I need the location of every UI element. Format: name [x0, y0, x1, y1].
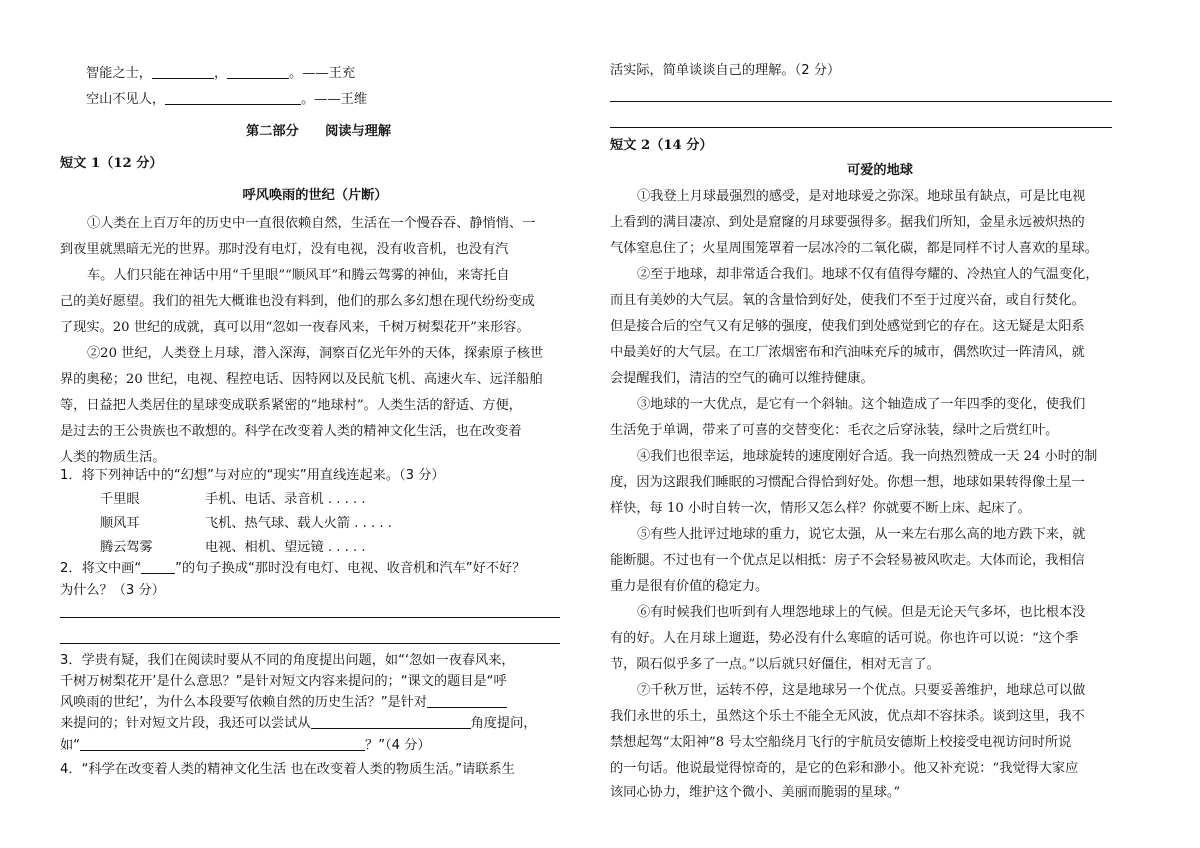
paragraph-line: 界的奥秘；20 世纪，电视、程控电话、因特网以及民航飞机、高速火车、远洋船舶 [60, 372, 543, 387]
answer-blank[interactable] [427, 695, 507, 708]
paragraph-line: 重力是很有价值的稳定力。 [610, 579, 769, 594]
question-text: 如“ [60, 738, 81, 753]
reality-item[interactable]: 电视、相机、望远镜 . . . . . [205, 540, 366, 555]
paragraph-line: 了现实。20 世纪的成就，真可以用“忽如一夜春风来，千树万树梨花开”来形容。 [60, 320, 530, 335]
paragraph-line: 是过去的王公贵族也不敢想的。科学在改变着人类的精神文化生活，也在改变着 [60, 424, 522, 439]
paragraph-line: 我们永世的乐土，虽然这个乐土不能全无风波，优点却不容抹杀。谈到这里，我不 [610, 709, 1085, 724]
myth-item[interactable]: 千里眼 [100, 492, 140, 507]
paragraph-line: ①人类在上百万年的历史中一直很依赖自然，生活在一个慢吞吞、静悄悄、一 [87, 216, 536, 231]
question-text: ？”（4 分） [365, 738, 431, 753]
paragraph-line: ⑥有时候我们也听到有人埋怨地球上的气候。但是无论天气多坏，也比根本没 [637, 605, 1086, 620]
paragraph-line: 而且有美妙的大气层。氧的含量恰到好处，使我们不至于过度兴奋，或自行焚化。 [610, 293, 1085, 308]
paragraph-line: 人类的物质生活。 [60, 450, 166, 465]
question-3-line [60, 715, 537, 733]
paragraph-line: 车。人们只能在神话中用“千里眼”“顺风耳”和腾云驾雾的神仙，来寄托自 [87, 268, 510, 283]
paragraph-line: 气体窒息住了；火星周围笼罩着一层冰冷的二氧化碳，都是同样不讨人喜欢的星球。 [610, 241, 1098, 256]
myth-item[interactable]: 顺风耳 [100, 516, 140, 531]
question-3-line: 千树万树梨花开’是什么意思？”是针对短文内容来提问的；“课文的题目是“呼 [60, 674, 507, 689]
myth-item[interactable]: 腾云驾雾 [100, 540, 153, 555]
reality-item[interactable]: 手机、电话、录音机 . . . . . [205, 492, 366, 507]
paragraph-line: 等，日益把人类居住的星球变成联系紧密的“地球村”。人类生活的舒适、方便， [60, 398, 522, 413]
question-text: 2．将文中画“ [60, 561, 142, 576]
poem-text: 。——王充 [289, 66, 356, 81]
passage-2-header: 短文 2（14 分） [610, 138, 713, 153]
passage-2-title: 可爱的地球 [847, 163, 913, 178]
answer-blank[interactable] [227, 66, 289, 79]
answer-line[interactable] [60, 643, 560, 644]
paragraph-line: ⑤有些人批评过地球的重力，说它太强，从一来左右那么高的地方跌下来，就 [637, 527, 1086, 542]
answer-blank[interactable] [165, 92, 301, 105]
part-title: 第二部分 阅读与理解 [246, 124, 392, 139]
answer-blank[interactable] [152, 66, 214, 79]
passage-1-title: 呼风唤雨的世纪（片断） [242, 188, 388, 203]
question-text: 来提问的；针对短文片段，我还可以尝试从 [60, 716, 311, 731]
paragraph-line: 该同心协力，维护这个微小、美丽而脆弱的星球。” [610, 785, 901, 800]
reality-item[interactable]: 飞机、热气球、载人火箭 . . . . . [205, 516, 392, 531]
poem-text: ， [213, 66, 228, 81]
paragraph-line: 到夜里就黑暗无光的世界。那时没有电灯，没有电视，没有收音机，也没有汽 [60, 242, 509, 257]
poem-text: 。——王维 [301, 92, 368, 107]
paragraph-line: 样快，每 10 小时自转一次，情形又怎么样？你就要不断上床、起床了。 [610, 501, 1031, 516]
paragraph-line: ⑦千秋万世，运转不停，这是地球另一个优点。只要妥善维护，地球总可以做 [637, 683, 1086, 698]
paragraph-line: 的一句话。他说最觉得惊奇的，是它的色彩和渺小。他又补充说：“我觉得大家应 [610, 761, 1079, 776]
poem-text: 智能之士， [86, 66, 152, 81]
question-text: 风唤雨的世纪’，为什么本段要写依赖自然的历史生活？”是针对 [60, 695, 428, 710]
paragraph-line: ②20 世纪，人类登上月球，潜入深海，洞察百亿光年外的天体，探索原子核世 [87, 346, 544, 361]
passage-1-header: 短文 1（12 分） [60, 156, 163, 171]
paragraph-line: 生活免于单调，带来了可喜的交替变化：毛衣之后穿泳装，绿叶之后赏红叶。 [610, 423, 1059, 438]
poem-text: 空山不见人， [86, 92, 166, 107]
paragraph-line: 己的美好愿望。我们的祖先大概谁也没有料到，他们的那么多幻想在现代纷纷变成 [60, 294, 535, 309]
question-text: ”的句子换成“那时没有电灯、电视、收音机和汽车”好不好？ [175, 561, 526, 576]
paragraph-line: 能断腿。不过也有一个优点足以相抵：房子不会轻易被风吹走。大体而论，我相信 [610, 553, 1085, 568]
poem-line-1 [86, 65, 355, 83]
paragraph-line: 上看到的满目凄凉、到处是窟窿的月球要强得多。据我们所知，金星永远被炽热的 [610, 215, 1085, 230]
answer-blank[interactable] [311, 716, 471, 729]
paragraph-line: 禁想起驾“太阳神”8 号太空船绕月飞行的宇航员安德斯上校接受电视访问时所说 [610, 735, 1072, 750]
poem-line-2 [86, 91, 367, 109]
paragraph-line: ④我们也很幸运，地球旋转的速度刚好合适。我一向热烈赞成一天 24 小时的制 [637, 449, 1098, 464]
paragraph-line: 节，陨石似乎多了一点。”以后就只好僵住，相对无言了。 [610, 657, 940, 672]
question-3-line [60, 694, 507, 712]
question-4: 4．“科学在改变着人类的精神文化生活 也在改变着人类的物质生活。”请联系生 [60, 762, 515, 777]
paragraph-line: 但是接合后的空气又有足够的强度，使我们到处感觉到它的存在。这无疑是太阳系 [610, 319, 1085, 334]
question-text: 角度提问， [470, 716, 537, 731]
question-4-cont: 活实际，简单谈谈自己的理解。（2 分） [610, 63, 841, 78]
paragraph-line: ③地球的一大优点，是它有一个斜轴。这个轴造成了一年四季的变化，使我们 [637, 397, 1086, 412]
answer-line[interactable] [60, 617, 560, 618]
answer-line[interactable] [610, 101, 1112, 102]
paragraph-line: 会提醒我们，清洁的空气的确可以维持健康。 [610, 371, 874, 386]
question-2 [60, 560, 525, 578]
question-1: 1．将下列神话中的“幻想”与对应的“现实”用直线连起来。（3 分） [60, 468, 445, 483]
question-3-line [60, 737, 431, 755]
answer-line[interactable] [610, 127, 1112, 128]
paragraph-line: 有的好。人在月球上遛逛，势必没有什么寒暄的话可说。你也许可以说：“这个季 [610, 631, 1079, 646]
paragraph-line: ①我登上月球最强烈的感受，是对地球爱之弥深。地球虽有缺点，可是比电视 [637, 189, 1086, 204]
question-3-line: 3．学贵有疑，我们在阅读时要从不同的角度提出问题，如“‘忽如一夜春风来， [60, 653, 515, 668]
question-2-cont: 为什么？（3 分） [60, 583, 165, 598]
paragraph-line: 度，因为这跟我们睡眠的习惯配合得恰到好处。你想一想，地球如果转得像土星一 [610, 475, 1085, 490]
answer-blank[interactable] [80, 738, 365, 751]
paragraph-line: 中最美好的大气层。在工厂浓烟密布和汽油味充斥的城市，偶然吹过一阵清风，就 [610, 345, 1085, 360]
paragraph-line: ②至于地球，却非常适合我们。地球不仅有值得夸耀的、冷热宜人的气温变化， [637, 267, 1099, 282]
underline-mark [141, 561, 175, 574]
